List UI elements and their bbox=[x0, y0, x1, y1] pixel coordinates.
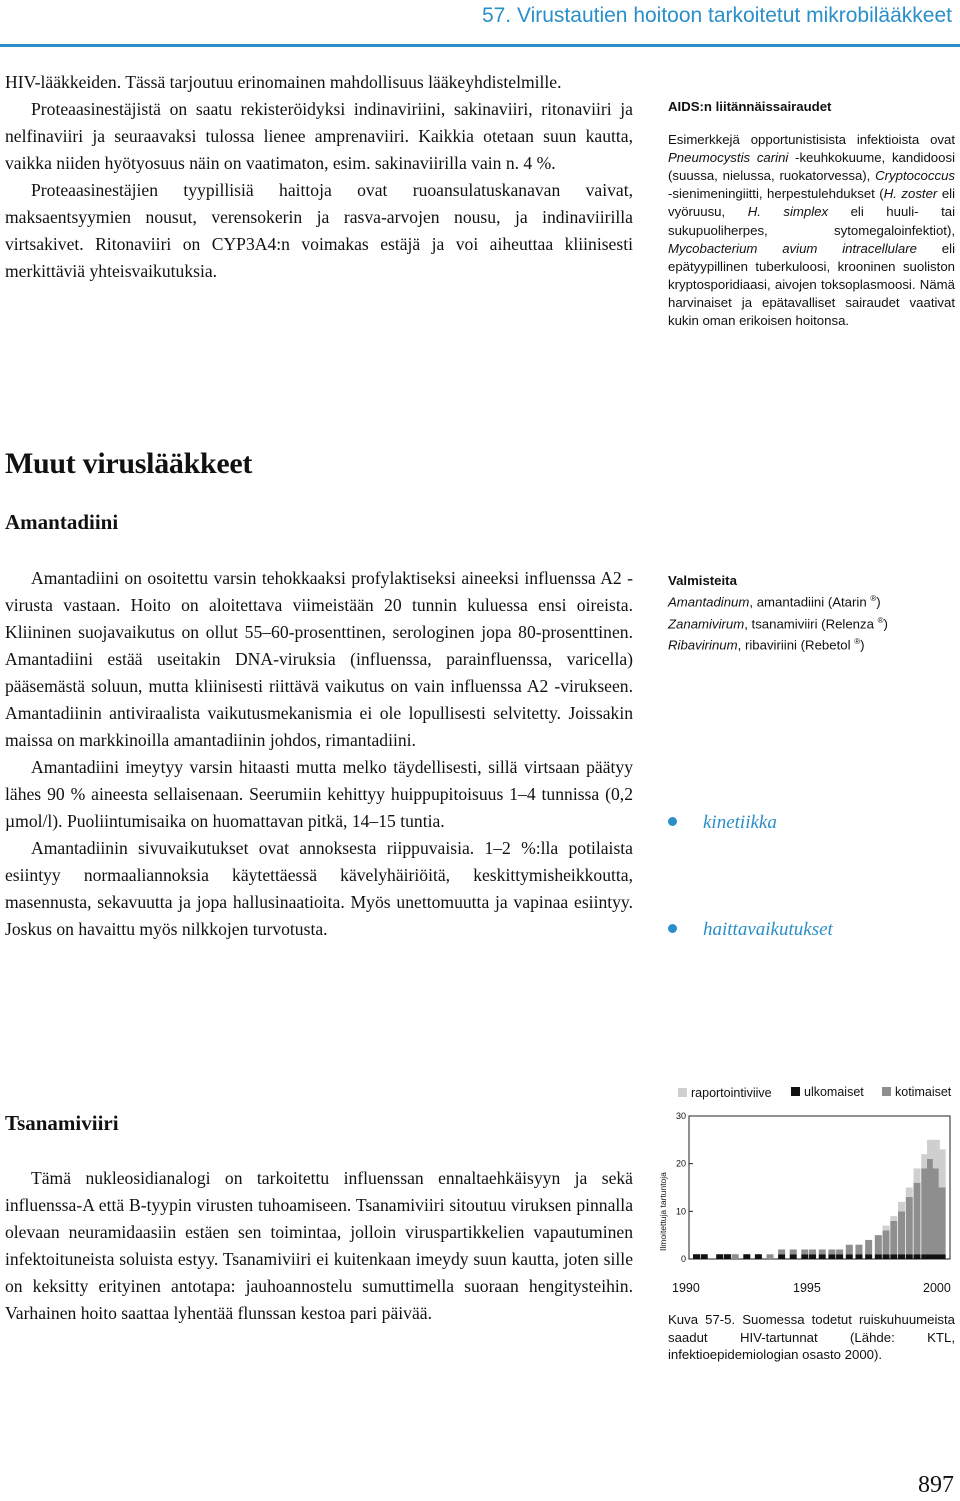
aids-sidebar-title: AIDS:n liitännäissairaudet bbox=[668, 99, 832, 114]
section-heading: Muut viruslääkkeet bbox=[5, 447, 253, 480]
legend-item-raportointiviive: raportointiviive bbox=[678, 1086, 772, 1100]
y-tick-label: 20 bbox=[675, 1158, 686, 1169]
bar-ulkomaiset bbox=[883, 1254, 890, 1259]
chart-plot bbox=[652, 1108, 958, 1278]
bar-raportointiviive bbox=[890, 1216, 897, 1221]
legend-swatch bbox=[791, 1087, 800, 1096]
bar-ulkomaiset bbox=[875, 1254, 882, 1259]
x-tick-label: 1990 bbox=[672, 1281, 700, 1295]
bar-ulkomaiset bbox=[865, 1254, 872, 1259]
bar-ulkomaiset bbox=[790, 1254, 797, 1259]
valmisteita-title: Valmisteita bbox=[668, 573, 737, 588]
bar-ulkomaiset bbox=[778, 1254, 785, 1259]
figure-caption: Kuva 57-5. Suomessa todetut ruiskuhuumeista saadut HIV-tartunnat (Lähde: KTL, infektioepidemiologian osasto 2000). bbox=[668, 1312, 955, 1362]
legend-swatch bbox=[678, 1088, 687, 1097]
bar-ulkomaiset bbox=[939, 1254, 946, 1259]
bar-kotimaiset bbox=[819, 1249, 826, 1254]
valmisteita-item: Ribavirinum, ribaviriini (Rebetol ®) bbox=[668, 637, 865, 653]
bar-ulkomaiset bbox=[828, 1254, 835, 1259]
bar-kotimaiset bbox=[898, 1211, 905, 1254]
bar-ulkomaiset bbox=[906, 1254, 913, 1259]
bar-kotimaiset bbox=[883, 1230, 890, 1254]
bar-ulkomaiset bbox=[716, 1254, 723, 1259]
bar-ulkomaiset bbox=[724, 1254, 731, 1259]
bullet-dot-icon bbox=[668, 924, 677, 933]
bar-kotimaiset bbox=[809, 1249, 816, 1254]
bar-kotimaiset bbox=[790, 1249, 797, 1254]
header-rule bbox=[0, 44, 960, 47]
bar-ulkomaiset bbox=[701, 1254, 708, 1259]
bar-raportointiviive bbox=[939, 1149, 946, 1187]
valmisteita-item: Zanamivirum, tsanamiviiri (Relenza ®) bbox=[668, 615, 888, 631]
bar-kotimaiset bbox=[828, 1249, 835, 1254]
bullet-dot-icon bbox=[668, 817, 677, 826]
x-tick-label: 2000 bbox=[923, 1281, 951, 1295]
margin-bullet-kinetiikka: kinetiikka bbox=[668, 812, 777, 834]
bar-kotimaiset bbox=[914, 1183, 921, 1255]
bar-ulkomaiset bbox=[914, 1254, 921, 1259]
bar-kotimaiset bbox=[767, 1254, 774, 1259]
bar-kotimaiset bbox=[855, 1245, 862, 1255]
y-axis-label: Ilmoitettuja tartuntoja bbox=[658, 1172, 668, 1251]
bar-ulkomaiset bbox=[693, 1254, 700, 1259]
bar-kotimaiset bbox=[865, 1240, 872, 1254]
tsanamiviiri-paragraph-1: Tämä nukleosidianalogi on tarkoitettu influenssan ennaltaehkäisyyn ja sekä influenssa-A että B-tyypin virusten tuhoamiseen. Tsanamiviiri sitoutuu viruksen pinnalla olevaan neuramidaasiin estäen sen toimintaa, jolloin viruspartikkelien vapautuminen infektoituneista soluista estyy. Tsanamiviiri ei kuitenkaan imeydy suun kautta, joten sille on keksitty erityinen antotapa: jauhoannostelu sumuttimella suoraan hengitysteihin. Varhainen hoito saattaa lyhentää flunssan kestoa pari päivää. bbox=[5, 1168, 633, 1323]
legend-swatch bbox=[882, 1087, 891, 1096]
legend-item-kotimaiset: kotimaiset bbox=[882, 1085, 951, 1099]
bar-kotimaiset bbox=[939, 1188, 946, 1255]
amantadiini-heading: Amantadiini bbox=[5, 510, 119, 534]
aids-sidebar-text: Esimerkkejä opportunistisista infektioista ovat Pneumocystis carini -keuhkokuume, kandidoosi (suussa, nielussa, ruokatorvessa), Cryptococcus -sienimeningiitti, herpestulehdukset (H. zoster eli vyöruusu, H. simplex eli huuli- tai sukupuoliherpes, sytomegaloinfektiot), Mycobacterium avium intracellulare eli epätyypillinen tuberkuloosi, krooninen suoliston kryptosporidiaasi, aivojen toksoplasmoosi. Nämä harvinaiset ja epätavalliset sairaudet vaativat kukin oman erikoisen hoitonsa. bbox=[668, 132, 956, 329]
top-text-column bbox=[5, 69, 633, 285]
amantadiini-paragraph-2: Amantadiini imeytyy varsin hitaasti mutta melko täydellisesti, sillä virtsaan päätyy lähes 90 % aineesta sellaisenaan. Seerumiin kehittyy huippupitoisuus 1–4 tunnissa (0,2 µmol/l). Puoliintumisaika on huomattavan pitkä, 14–15 tuntia. bbox=[5, 757, 633, 831]
y-tick-label: 30 bbox=[675, 1111, 686, 1121]
y-tick-label: 0 bbox=[680, 1254, 686, 1264]
amantadiini-paragraph-1: Amantadiini on osoitettu varsin tehokkaaksi profylaktiseksi aineeksi influenssa A2 -virusta vastaan. Hoito on aloitettava viimeistään 20 tunnin kuluessa ensi oireista. Kliininen suojavaikutus on ollut 55–60-prosenttinen, serologinen jopa 80-prosenttinen. Amantadiini estää useitakin DNA-viruksia (influenssa, parainfluenssa, varicella) pääsemästä soluun, mutta kliinisesti riittävä vaikutus on vain influenssa A2 -virukseen. Amantadiinin antiviraalista vaikutusmekanismia ei ole lopullisesti selvitetty. Joissakin maissa on markkinoilla amantadiinin johdos, rimantadiini. bbox=[5, 568, 633, 750]
amantadiini-text bbox=[5, 565, 633, 943]
bar-ulkomaiset bbox=[755, 1254, 762, 1259]
bar-kotimaiset bbox=[778, 1249, 785, 1254]
bar-raportointiviive bbox=[883, 1226, 890, 1231]
hiv-chart bbox=[652, 1080, 958, 1305]
bar-ulkomaiset bbox=[801, 1254, 808, 1259]
legend-item-ulkomaiset: ulkomaiset bbox=[791, 1085, 864, 1099]
tsanamiviiri-text bbox=[5, 1165, 633, 1327]
bar-kotimaiset bbox=[906, 1197, 913, 1254]
bar-kotimaiset bbox=[846, 1245, 853, 1255]
bar-ulkomaiset bbox=[890, 1254, 897, 1259]
top-paragraph-1: HIV-lääkkeiden. Tässä tarjoutuu erinomainen mahdollisuus lääkeyhdistelmille. bbox=[5, 72, 562, 92]
tsanamiviiri-heading: Tsanamiviiri bbox=[5, 1111, 119, 1135]
bar-ulkomaiset bbox=[809, 1254, 816, 1259]
bar-ulkomaiset bbox=[836, 1254, 843, 1259]
valmisteita-box bbox=[668, 572, 958, 655]
running-header: 57. Virustautien hoitoon tarkoitetut mikrobilääkkeet bbox=[481, 4, 952, 27]
bar-ulkomaiset bbox=[743, 1254, 750, 1259]
bar-kotimaiset bbox=[732, 1254, 739, 1259]
amantadiini-paragraph-3: Amantadiinin sivuvaikutukset ovat annoksesta riippuvaisia. 1–2 %:lla potilaista esiintyy normaaliannoksia käytettäessä kävelyhäiriöitä, keskittymisheikkoutta, masennusta, sekavuutta ja jopa hallusinaatioita. Myös unettomuutta ja vapinaa esiintyy. Joskus on havaittu myös nilkkojen turvotusta. bbox=[5, 838, 633, 939]
bar-ulkomaiset bbox=[846, 1254, 853, 1259]
aids-sidebar bbox=[668, 98, 955, 330]
top-paragraph-3: Proteaasinestäjien tyypillisiä haittoja ovat ruoansulatuskanavan vaivat, maksaentsyymien nousut, verensokerin ja rasva-arvojen nousu, ja indinaviirilla virtsakivet. Ritonaviiri on CYP3A4:n voimakas estäjä ja voi aiheuttaa kliinisesti merkittäviä yhteisvaikutuksia. bbox=[5, 180, 633, 281]
page-number: 897 bbox=[918, 1472, 954, 1498]
margin-bullet-haittavaikutukset: haittavaikutukset bbox=[668, 919, 833, 941]
bar-ulkomaiset bbox=[898, 1254, 905, 1259]
bar-kotimaiset bbox=[801, 1249, 808, 1254]
valmisteita-item: Amantadinum, amantadiini (Atarin ®) bbox=[668, 594, 881, 610]
bar-ulkomaiset bbox=[855, 1254, 862, 1259]
top-paragraph-2: Proteaasinestäjistä on saatu rekisteröidyksi indinaviriini, sakinaviiri, ritonaviiri ja nelfinaviiri ja seuraavaksi tulossa lienee amprenaviiri. Kaikkia otetaan suun kautta, vaikka niiden hyötyosuus näin on vaatimaton, esim. sakinaviirilla vain n. 4 %. bbox=[5, 99, 633, 173]
bar-kotimaiset bbox=[836, 1249, 843, 1254]
x-tick-label: 1995 bbox=[793, 1281, 821, 1295]
y-tick-label: 10 bbox=[675, 1206, 686, 1217]
bar-ulkomaiset bbox=[819, 1254, 826, 1259]
bar-kotimaiset bbox=[875, 1235, 882, 1254]
bar-raportointiviive bbox=[906, 1188, 913, 1198]
bar-raportointiviive bbox=[914, 1168, 921, 1182]
bar-raportointiviive bbox=[898, 1202, 905, 1212]
bar-kotimaiset bbox=[890, 1221, 897, 1254]
